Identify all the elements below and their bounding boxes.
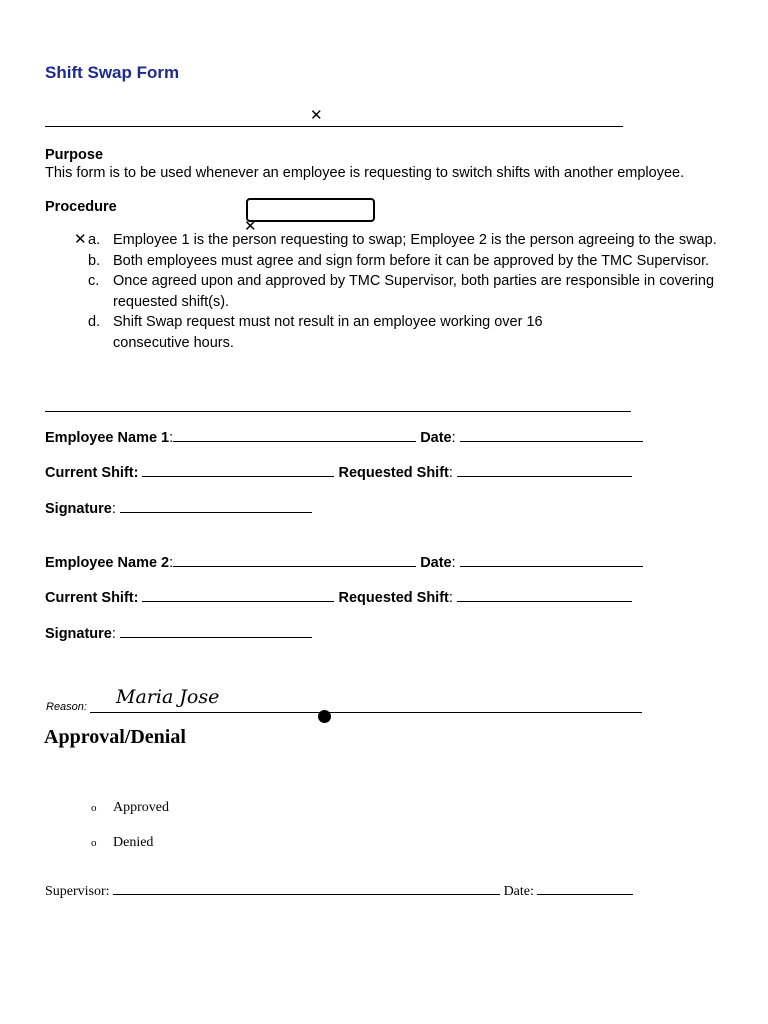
approved-option-label: Approved: [113, 800, 169, 815]
denied-option-label: Denied: [113, 835, 154, 850]
employee2-date-label: Date: [420, 555, 452, 571]
employee1-name-label: Employee Name 1: [45, 430, 170, 446]
employee1-current-shift-field[interactable]: [142, 464, 334, 477]
procedure-divider: [45, 411, 631, 412]
list-item-letter: d.: [88, 314, 101, 330]
employee2-signature-label: Signature: [45, 626, 112, 642]
employee1-date-label: Date: [420, 430, 452, 446]
option-bullet-icon: o: [91, 802, 97, 814]
handwritten-signature: Maria Jose: [116, 686, 220, 708]
reason-field[interactable]: [90, 712, 642, 713]
supervisor-row: [45, 882, 633, 900]
list-item: [88, 230, 718, 251]
employee1-signature-label: Signature: [45, 501, 112, 517]
x-mark-icon[interactable]: ✕: [74, 230, 87, 248]
employee2-name-label: Employee Name 2: [45, 555, 170, 571]
supervisor-field[interactable]: [113, 882, 500, 895]
top-divider: [45, 126, 623, 127]
purpose-text: This form is to be used whenever an employee is requesting to switch shifts with another employee.: [45, 165, 685, 181]
list-item-letter: a.: [88, 232, 101, 248]
list-item-letter: b.: [88, 252, 101, 269]
procedure-heading: Procedure: [45, 199, 117, 215]
employee2-signature-field[interactable]: [120, 625, 312, 638]
employee2-shift-row: Current Shift: Requested Shift:: [45, 589, 632, 606]
page-title: Shift Swap Form: [45, 63, 180, 82]
employee1-requested-shift-field[interactable]: [457, 464, 632, 477]
list-item-text: Both employees must agree and sign form before it can be approved by the TMC Supervisor.: [113, 252, 710, 269]
employee1-signature-row: Signature:: [45, 500, 312, 517]
supervisor-date-label: Date:: [503, 884, 534, 899]
list-item: [88, 251, 718, 272]
procedure-list: [88, 230, 718, 353]
list-item: [88, 271, 718, 312]
employee1-signature-field[interactable]: [120, 500, 312, 513]
list-item-letter: c.: [88, 273, 100, 289]
employee2-requested-shift-field[interactable]: [457, 589, 632, 602]
supervisor-label: Supervisor:: [45, 884, 110, 899]
annotation-text-box[interactable]: [246, 198, 375, 222]
list-item-text: Employee 1 is the person requesting to swap; Employee 2 is the person agreeing to the swap.: [113, 232, 717, 248]
approval-heading: Approval/Denial: [44, 726, 186, 748]
employee2-signature-row: Signature:: [45, 625, 312, 642]
supervisor-date-field[interactable]: [537, 882, 633, 895]
employee1-name-field[interactable]: [173, 429, 416, 442]
employee2-requested-shift-label: Requested Shift: [338, 590, 449, 606]
employee2-name-field[interactable]: [173, 554, 416, 567]
employee1-name-row: Employee Name 1: Date:: [45, 429, 643, 446]
employee2-name-row: Employee Name 2: Date:: [45, 554, 643, 571]
reason-label: Reason:: [46, 701, 87, 713]
employee2-current-shift-field[interactable]: [142, 589, 334, 602]
x-mark-icon[interactable]: ✕: [310, 106, 323, 124]
option-bullet-icon: o: [91, 837, 97, 849]
denied-option[interactable]: [91, 835, 153, 851]
employee1-requested-shift-label: Requested Shift: [338, 465, 449, 481]
employee1-shift-row: Current Shift: Requested Shift:: [45, 464, 632, 481]
list-item-text: Shift Swap request must not result in an employee working over 16 consecutive hours.: [113, 314, 543, 351]
employee1-current-shift-label: Current Shift:: [45, 465, 139, 481]
list-item: [88, 312, 718, 353]
approved-option[interactable]: [91, 800, 169, 816]
employee2-current-shift-label: Current Shift:: [45, 590, 139, 606]
list-item-text: Once agreed upon and approved by TMC Supervisor, both parties are responsible in covering requested shift(s).: [113, 273, 715, 310]
employee2-date-field[interactable]: [460, 554, 643, 567]
x-mark-icon[interactable]: ✕: [244, 217, 257, 235]
employee1-date-field[interactable]: [460, 429, 643, 442]
purpose-heading: Purpose: [45, 147, 104, 163]
dot-marker-icon[interactable]: [318, 710, 331, 723]
